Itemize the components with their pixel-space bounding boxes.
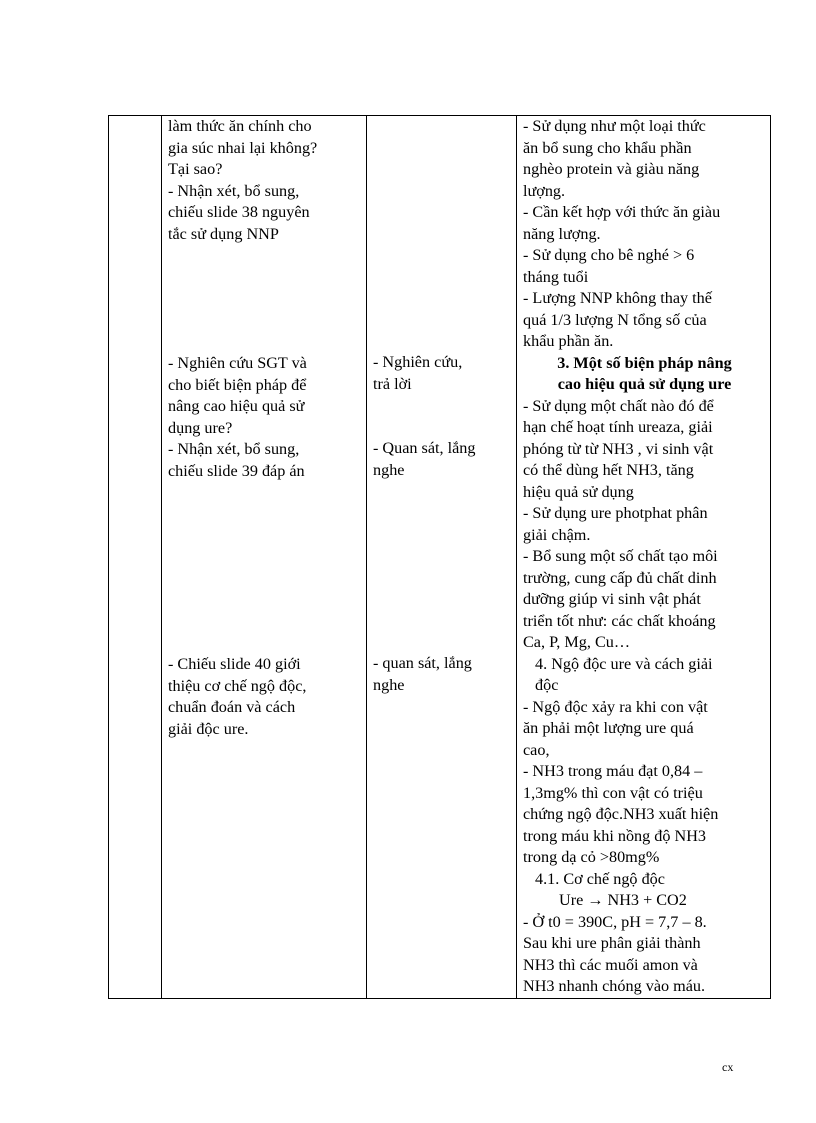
section-heading-4: 4. Ngộ độc ure và cách giải độc (535, 654, 713, 694)
content-paragraph: - NH3 trong máu đạt 0,84 – 1,3mg% thì con vật có triệu chứng ngộ độc.NH3 xuất hiện trong máu khi nồng độ NH3 trong dạ cỏ >80mg% (523, 762, 719, 866)
teacher-text: - Nhận xét, bổ sung, chiếu slide 39 đáp án (168, 440, 305, 480)
content-paragraph: - Cần kết hợp với thức ăn giàu năng lượng. (523, 203, 721, 243)
empty-column-cell (109, 116, 162, 999)
student-activity-cell (367, 116, 517, 999)
content-paragraph: - Ở t0 = 390C, pH = 7,7 – 8. Sau khi ure phân giải thành NH3 thì các muối amon và NH3 nhanh chóng vào máu. (523, 912, 707, 995)
footer-mark: cx (722, 1060, 734, 1074)
table-row (109, 116, 771, 999)
content-paragraph: - Ngộ độc xảy ra khi con vật ăn phải một lượng ure quá cao, (523, 697, 708, 759)
teacher-activity-cell (162, 116, 367, 999)
content-paragraph: - Bổ sung một số chất tạo môi trường, cung cấp đủ chất dinh dưỡng giúp vi sinh vật phát triển tốt như: các chất khoáng Ca, P, Mg, Cu… (523, 547, 718, 651)
content-paragraph: - Sử dụng như một loại thức ăn bổ sung cho khẩu phần nghèo protein và giàu năng lượng. (523, 117, 706, 200)
student-text: - Nghiên cứu, trả lời (373, 353, 463, 393)
student-text: - quan sát, lắng nghe (373, 654, 472, 694)
section-heading-4-1: 4.1. Cơ chế ngộ độc (535, 869, 665, 888)
content-cell (517, 116, 771, 999)
teacher-text: làm thức ăn chính cho gia súc nhai lại không? Tại sao? (168, 117, 318, 178)
section-heading-3: 3. Một số biện pháp nâng cao hiệu quả sử dụng ure (557, 353, 732, 393)
content-paragraph: - Sử dụng ure photphat phân giải chậm. (523, 504, 708, 544)
content-paragraph: - Sử dụng một chất nào đó để hạn chế hoạt tính ureaza, giải phóng từ từ NH3 , vi sinh vật có thể dùng hết NH3, tăng hiệu quả sử dụng (523, 396, 714, 501)
content-paragraph: - Sử dụng cho bê nghé > 6 tháng tuổi (523, 246, 695, 286)
teacher-text: - Nghiên cứu SGT và cho biết biện pháp để nâng cao hiệu quả sử dụng ure? (168, 354, 307, 437)
content-paragraph: - Lượng NNP không thay thế quá 1/3 lượng N tổng số của khẩu phần ăn. (523, 289, 712, 350)
teacher-text: - Nhận xét, bổ sung, chiếu slide 38 nguyên tắc sử dụng NNP (168, 181, 310, 243)
reaction-equation: Ure → NH3 + CO2 (559, 891, 687, 909)
student-text: - Quan sát, lắng nghe (373, 439, 476, 479)
lesson-table (108, 115, 771, 999)
teacher-text: - Chiếu slide 40 giới thiệu cơ chế ngộ độc, chuẩn đoán và cách giải độc ure. (168, 655, 307, 738)
